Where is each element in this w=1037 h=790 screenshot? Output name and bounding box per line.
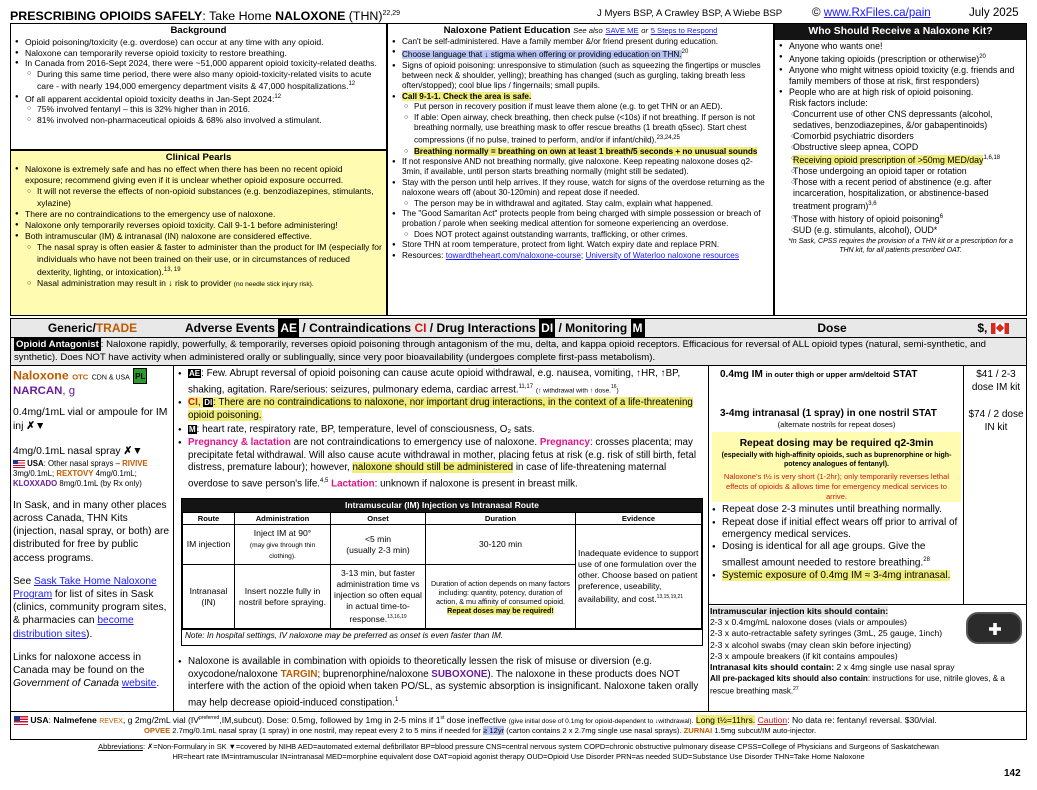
clinical-pearls-box [10,150,387,316]
repeat-dosing-box: Repeat dosing may be required q2-3min (especially with high-affinity opioids, such as buprenorphine or high-potency analogues of fentanyl). Naloxone's t½ is very short (1-2hr); only temporarily reverses lethal effects of opioids & allows time for emergency medical services to arrive. [712,432,961,502]
list-item: ● Repeat dose 2-3 minutes until breathing normally. [712,504,961,516]
col-generic: Generic/TRADE [47,321,138,335]
list-item: ● Opioid poisoning/toxicity (e.g. overdose) can occur at any time with any opioid. [15,37,382,48]
list-item: ○ If able: Open airway, check breathing, then check pulse (<10s) if not breathing. If person is not breathing normally, use breathing mask to offer rescue breaths (1 breath q5sec). Start chest compressions (if no pulse, trained to perform, and/or if infant/child).$^{23,24,25}$ [392,113,769,147]
cost-im: $41 / 2-3 dose IM kit [971,369,1021,393]
pl-badge-icon: PL [133,368,147,384]
abbreviations: Abbreviations: ✗=Non-Formulary in SK ▼=covered by NIHB AED=automated external defibrillator BP=blood pressure CNS=central nervous system COPD=chronic obstructive pulmonary disease CPSS=College of Physicians and Surgeons of Saskatchewan HR=heart rate IM=intramuscular IN=intranasal MED=morphine equivalent dose OAT=opioid agonist therapy OUD=Opioid Use Disorder PRN=as needed SUD=Substance Use Disorder THN=Take Home Naloxone [98,742,939,761]
list-item: ● Naloxone can temporarily reverse opioid toxicity to restore breathing. [15,48,382,59]
dose-column: 0.4mg IM in outer thigh or upper arm/deltoid STAT 3-4mg intranasal (1 spray) in one nostril STAT (alternate nostrils for repeat doses) Repeat dosing may be required q2-3min (especially with high-affinity opioids, such as buprenorphine or high-potency analogues of fentanyl). Naloxone's t½ is very short (1-2hr); only temporarily reverses lethal effects of opioids & allows time for emergency medical services to arrive. ● Repeat dose 2-3 minutes until breathing normally. ● Repeat dose if initial effect wears off prior to arrival of emergency medical services. ● Dosing is identical for all age groups. Give the smallest amount needed to restore breathing.$^{28}$ ● Systemic exposure of 0.4mg IM ≈ 3-4mg intranasal. [712,368,961,604]
cost-in: $74 / 2 dose IN kit [968,409,1024,433]
list-item: ○ 75% involved fentanyl – this is 32% higher than in 2016. [15,104,382,115]
pregnancy-item: ● Pregnancy & lactation are not contraindications to emergency use of naloxone. Pregnancy: crosses placenta; may precipitate fetal withdrawal. Will also cause acute withdrawal in mother, placing fetus at risk (e.g. risk of still birth, fetal distress, premature labour); however, naloxone should still be administered in case of life-threatening maternal overdose to save person's life.$^{4,5}$ Lactation: unknown if naloxone is present in breast milk. [178,437,704,491]
list-item: ● Can't be self-administered. Have a family member &/or friend present during education. [392,37,769,47]
naloxone-kit-case-icon [966,612,1022,644]
clinical-pearls-title: Clinical Pearls [165,152,232,163]
authors: J Myers BSP, A Crawley BSP, A Wiebe BSP [597,8,783,19]
background-title: Background [170,25,227,36]
background-list [15,37,382,125]
table-row: Intranasal (IN) Insert nozzle fully in nostril before spraying. 3-13 min, but faster administration time vs injection so often equal in actual time-to-response.$^{13,16,19}$ Duration of action depends on many factors including: quantity, potency, duration of action, & mu affinity of consumed opioid. Repeat doses may be required! [183,565,702,629]
divider [963,366,964,604]
gov-canada-website-link[interactable]: website [121,678,157,690]
list-item: ● Signs of opioid poisoning: unresponsive to stimulation (such as squeezing the fingertips or muscles between neck & shoulder, yelling); breathing has changed (such as gurgling, taking breath less often/stopped); cool blue lips / fingernails; small pupils. [392,61,769,92]
trade-name: NARCAN [13,385,63,397]
list-item: ○ Receiving opioid prescription of >50mg MED/day$^{1,6,18}$ [779,153,1022,166]
list-item: ● Anyone who might witness opioid toxicity (e.g. friends and family members of those at risk, first responders) [779,65,1022,87]
who-list [775,40,1026,237]
who-footnote: *In Sask, CPSS requires the provision of a THN kit or a prescription for a THN kit, for all patients prescribed OAT. [788,237,1013,254]
list-item: ● Naloxone is available in combination with opioids to theoretically lessen the risk of misuse or diversion (e.g. oxycodone/naloxone TARGIN; buprenorphine/naloxone SUBOXONE). The naloxone in these products does NOT interfere with the action of the opioid when taken PO/SL, as systemic absorption is insignificant. Naloxone taken orally may help decrease opioid-induced constipation.$^1$ [178,656,704,710]
col-cost: $, [959,319,1027,337]
ae-item: ● AE: Few. Abrupt reversal of opioid poisoning can cause acute opioid withdrawal, e.g. nausea, vomiting, ↑HR, ↑BP, shaking, agitation. Rare/serious: seizures, pulmonary edema, cardiac arrest.$^{11,17}$ (↑ withdrawal with ↑ dose.$^{16}$) [178,368,704,396]
kit-contents-box: Intramuscular injection kits should contain: 2-3 x 0.4mg/mL naloxone doses (vials or ampoules) 2-3 x auto-retractable safety syringes (3mL, 25 gauge, 1inch) 2-3 x alcohol swabs (may clean skin before injecting) 2-3 x ampoule breakers (if kit contains ampoules) Intranasal kits should contain: 2 x 4mg single use nasal spray All pre-packaged kits should also contain: instructions for use, nitrile gloves, & a rescue breathing mask.$^{27}$ [708,604,1027,712]
list-item: ● There are no contraindications to the emergency use of naloxone. [15,209,382,220]
antagonist-label: Opioid Antagonist [16,339,99,350]
list-item: ○ It will not reverse the effects of non-opioid substances (e.g. benzodiazepines, stimulants, xylazine) [15,186,382,208]
ci-item: ● CI, DI: There are no contraindications to naloxone, nor important drug interactions, in the context of a life-threatening opioid poisoning. [178,397,704,422]
dose-in: 3-4mg intranasal (1 spray) in one nostril STAT [720,408,937,419]
route-table-title: Intramuscular (IM) Injection vs Intranasal Route [182,499,702,512]
save-me-link[interactable]: SAVE ME [605,26,639,35]
list-item: ● Dosing is identical for all age groups. Give the smallest amount needed to restore breathing.$^{28}$ [712,541,961,569]
table-header-row [10,318,1027,337]
five-steps-link[interactable]: 5 Steps to Respond [650,26,718,35]
who-title: Who Should Receive a Naloxone Kit? [775,24,1026,40]
usa-flag-icon [13,460,25,468]
list-item: ○ 81% involved non-pharmaceutical opioids & 68% also involved a stimulant. [15,115,382,126]
list-item: ● Anyone who wants one! [779,41,1022,52]
divider [173,366,174,712]
list-item: ○ Those with history of opioid poisoning$^6$ [779,212,1022,225]
copyright-site: © www.RxFiles.ca/pain [812,6,931,19]
list-item: ● Resources: towardtheheart.com/naloxone-course; University of Waterloo naloxone resources [392,251,769,261]
who-should-receive-box [774,23,1027,316]
list-item: ● Anyone taking opioids (prescription or otherwise)$^{20}$ [779,52,1022,65]
list-item: ● Of all apparent accidental opioid toxicity deaths in Jan-Sept 2024:$^{12}$ [15,92,382,104]
pearls-list [15,164,382,289]
usa-flag-icon [14,716,28,725]
list-item: ○ Concurrent use of other CNS depressants (alcohol, sedatives, benzodiazepines, &/or gabapentinoids) [779,109,1022,131]
list-item: ● If not responsive AND not breathing normally, give naloxone. Keep repeating naloxone doses q2-3min, if available, until person starts breathing normally (might still be sedated). [392,157,769,178]
page-number: 142 [1004,768,1021,779]
list-item: ● Naloxone only temporarily reverses opioid toxicity. Call 9-1-1 before administering! [15,220,382,231]
patient-education-box: Naloxone Patient Education See also SAVE ME or 5 Steps to Respond ● Can't be self-administered. Have a family member &/or friend present during education. ● Choose language that ↓ stigma when offering or providing education on THN.$^{20}$ ● Signs of opioid poisoning: unresponsive to stimulation (such as squeezing the fingertips or muscles between neck & shoulder, yelling); breathing has changed (such as gurgling, taking breath less often/stopped); cool blue lips / fingernails; small pupils. ● Call 9-1-1. Check the area is safe. ○ Put person in recovery position if must leave them alone (e.g. to get THN or an AED). ○ If able: Open airway, check breathing, then check pulse (<10s) if not breathing. If person is not breathing normally, use breathing mask to offer rescue breaths (1 breath q5sec). Start chest compressions (if no pulse, trained to perform, and/or if infant/child).$^{23,24,25}$ ○ Breathing normally = breathing on own at least 1 breath/5 seconds + no unusual sounds ● If not responsive AND not breathing normally, give naloxone. Keep repeating naloxone doses q2-3min, if available, until person starts breathing normally (might still be sedated). ● Stay with the person until help arrives. If they rouse, watch for signs of the overdose returning as the naloxone wears off (about 30-120min) and repeat dose if needed. ○ The person may be in withdrawal and agitated. Stay calm, explain what happened. ● The "Good Samaritan Act" protects people from being charged with simple possession or breach of probation / parole when seeking medical attention for someone experiencing an overdose. ○ Does NOT protect against outstanding warrants, trafficking, or other crimes. ● Store THN at room temperature, protect from light. Watch expiry date and replace PRN. ● Resources: towardtheheart.com/naloxone-course; University of Waterloo naloxone resources [387,23,774,316]
list-item: ● Call 9-1-1. Check the area is safe. [392,92,769,102]
list-item: ○ The nasal spray is often easier & faster to administer than the product for IM (especially for individuals who have not been trained on their use, or in circumstances of reduced dexterity, lighting, or intoxication).$^{13, 19}$ [15,242,382,277]
list-item: ○ Those with a recent period of abstinence (e.g. after incarceration, hospitalization, or abstinence-based treatment program)$^{3,6}$ [779,177,1022,212]
usa-nalmefene-row: USA: Nalmefene REVEX, g 2mg/2mL vial $(IV^{preferred},IM,subcut)$. Dose: 0.5mg, followed by 1mg in 2-5 mins if 1st dose ineffective (give initial dose of 0.1mg for opioid-dependent to ↓withdrawal). Long t½=11hrs. Caution: No data re: fentanyl reversal. $30/vial. OPVEE 2.7mg/0.1mL nasal spray (1 spray) in one nostril, may repeat every 2 to 5 mins if needed for ≥ 12yr (carton contains 2 x 2.7mg single use nasal sprays). ZURNAI 1.5mg subcut/IM auto-injector. [10,712,1027,740]
list-item: ● Stay with the person until help arrives. If they rouse, watch for signs of the overdose returning as the naloxone wears off (about 30-120min) and repeat dose if needed. [392,178,769,199]
list-item: ○ Does NOT protect against outstanding warrants, trafficking, or other crimes. [392,230,769,240]
list-item: Risk factors include: [789,97,868,108]
table-row: Route Administration Onset Duration Evidence [183,513,702,525]
list-item: ● Repeat dose if initial effect wears off prior to arrival of emergency medical services. [712,517,961,542]
combo-text [178,656,704,708]
list-item: ○ Those undergoing an opioid taper or rotation [779,166,1022,177]
ae-column [178,368,704,496]
antagonist-row: Opioid Antagonist : Naloxone rapidly, powerfully, & temporarily, reverses opioid poisoning through antagonism of the mu, delta, and kappa opioid receptors. Efficacious for reversal of ALL opioid types (natural, semi-synthetic, and synthetic). Does NOT have activity when administered orally or sublingually, since very poor bioavailability (undergoes complete first-pass metabolism). [10,337,1027,366]
list-item: ● Naloxone is extremely safe and has no effect when there has been no recent opioid exposure; recommend giving even if it is unclear whether opioid exposure occurred. [15,164,382,186]
col-ae: Adverse Events AE / Contraindications CI / Drug Interactions DI / Monitoring M [185,321,643,335]
list-item: ○ SUD (e.g. stimulants, alcohol), OUD* [779,225,1022,236]
list-item: ○ Put person in recovery position if must leave them alone (e.g. to get THN or an AED). [392,102,769,112]
list-item: ○ Comorbid psychiatric disorders [779,131,1022,142]
list-item: ○ The person may be in withdrawal and agitated. Stay calm, explain what happened. [392,199,769,209]
list-item: ● Store THN at room temperature, protect from light. Watch expiry date and replace PRN. [392,240,769,250]
dose-im: 0.4mg IM in outer thigh or upper arm/deltoid STAT [720,369,918,380]
list-item: ○ During this same time period, there were also many opioid-toxicity-related visits to acute care - with nearly 194,000 emergency department visits & 47,000 hospitalizations.$^{12}$ [15,69,382,92]
monitoring-item: ● M: heart rate, respiratory rate, BP, temperature, level of consciousness, O₂ sats. [178,424,704,437]
toward-the-heart-link[interactable]: towardtheheart.com/naloxone-course [445,250,581,260]
route-table [181,498,703,646]
table-row: IM injection Inject IM at 90° (may give through thin clothing). <5 min (usually 2-3 min) 30-120 min Inadequate evidence to support use of one formulation over the other. Choose based on patient preference, useability, availability, and cost.$^{13,15,19,21}$ [183,525,702,565]
col-dose: Dose [817,321,847,335]
background-box [10,23,387,150]
education-list [392,37,769,261]
page-title: PRESCRIBING OPIOIDS SAFELY: Take Home NALOXONE (THN)$^{22,29}$ [10,9,401,24]
distribution-sites-link[interactable]: become distribution sites [13,615,134,640]
list-item: ● People who are at high risk of opioid poisoning. [779,87,1022,98]
drug-name: Naloxone [13,368,69,383]
list-item: ○ Breathing normally = breathing on own at least 1 breath/5 seconds + no unusual sounds [392,147,769,157]
list-item: ● The "Good Samaritan Act" protects people from being charged with simple possession or breach of probation / parole when seeking medical attention for someone experiencing an overdose. [392,209,769,230]
route-table-note: Note: In hospital settings, IV naloxone may be preferred as onset is even faster than IM. [182,629,702,641]
waterloo-link[interactable]: University of Waterloo naloxone resources [585,250,739,260]
sask-thn-program-link[interactable]: Sask Take Home Naloxone Program [13,575,157,601]
list-item: ● Systemic exposure of 0.4mg IM ≈ 3-4mg intranasal. [712,570,961,582]
list-item: ○ Obstructive sleep apnea, COPD [779,142,1022,153]
list-item: ● In Canada from 2016-Sept 2024, there were ~51,000 apparent opioid toxicity-related deaths. [15,58,382,69]
list-item: ○ Nasal administration may result in ↓ risk to provider (no needle stick injury risk). [15,278,382,289]
list-item: ● Both intramuscular (IM) & intranasal (IN) naloxone are considered effective. [15,231,382,242]
generic-column: Naloxone OTC CDN & USA PL NARCAN, g 0.4mg/1mL vial or ampoule for IM inj ✗▼ 4mg/0.1mL nasal spray ✗▼ USA: Other nasal sprays – RIVIVE 3mg/0.1mL; REXTOVY 4mg/0.1mL; KLOXXADO 8mg/0.1mL (by Rx only) In Sask, and in many other places across Canada, THN Kits (injection, nasal spray, or both) are distributed for free by public access programs. See Sask Take Home Naloxone Program for list of sites in Sask (clinics, community program sites, & pharmacies can become distribution sites). Links for naloxone access in Canada may be found on the Government of Canada website. [13,368,170,690]
date: July 2025 [969,6,1019,19]
sask-thn-text: In Sask, and in many other places across Canada, THN Kits (injection, nasal spray, or both) are distributed for free by public access programs. [13,499,170,564]
canada-flag-icon [991,323,1009,334]
rxfiles-link[interactable]: www.RxFiles.ca/pain [823,6,931,19]
list-item: ● Choose language that ↓ stigma when offering or providing education on THN.$^{20}$ [392,47,769,60]
